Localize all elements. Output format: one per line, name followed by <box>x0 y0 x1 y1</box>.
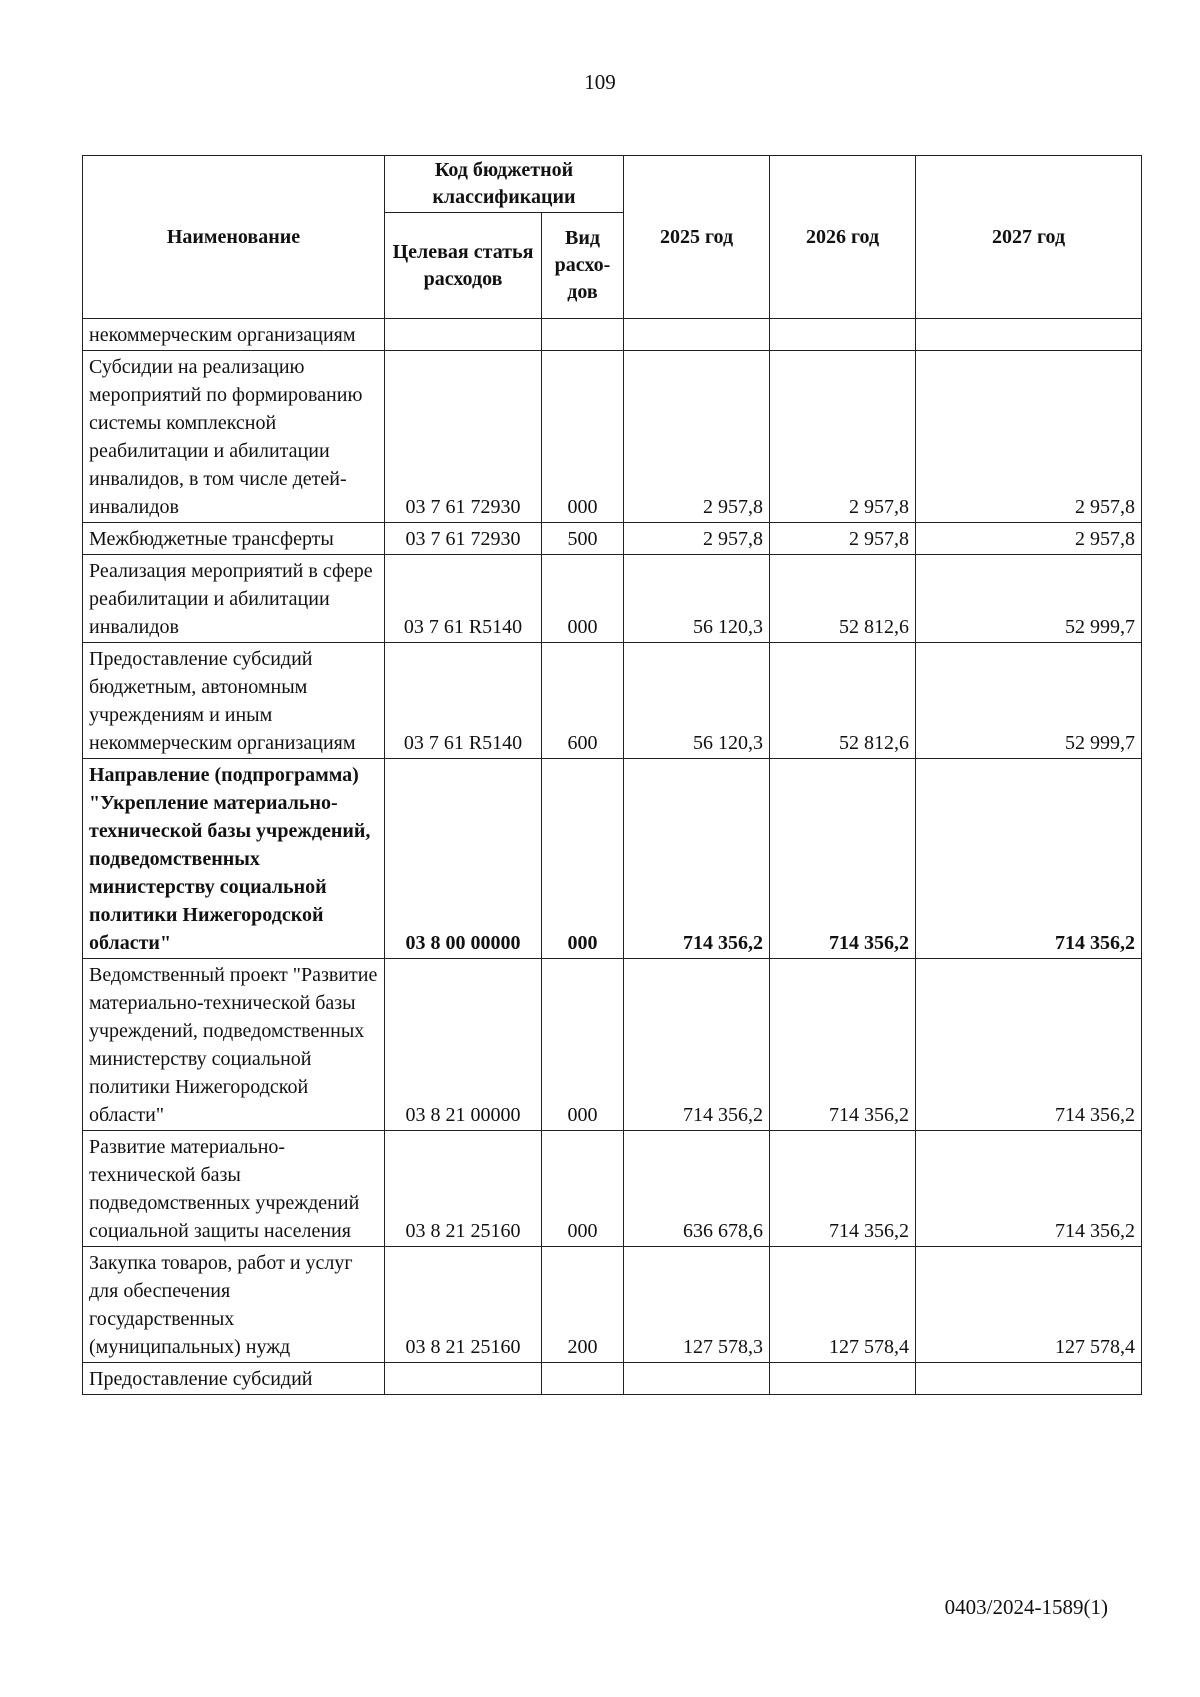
row-value-2026: 52 812,6 <box>770 555 916 643</box>
row-value-2025 <box>624 1363 770 1395</box>
row-value-2027: 714 356,2 <box>916 1131 1142 1247</box>
row-name: Направление (подпрограмма) "Укрепление материально-технической базы учреждений, подведомственных министерству социальной политики Нижегородской области" <box>83 759 385 959</box>
row-value-2025: 714 356,2 <box>624 959 770 1131</box>
row-expense-kind: 000 <box>542 759 624 959</box>
row-value-2027: 714 356,2 <box>916 759 1142 959</box>
row-name: Предоставление субсидий <box>83 1363 385 1395</box>
row-value-2026: 127 578,4 <box>770 1247 916 1363</box>
row-value-2025: 56 120,3 <box>624 555 770 643</box>
row-name: Закупка товаров, работ и услуг для обеспечения государственных (муниципальных) нужд <box>83 1247 385 1363</box>
row-value-2026: 714 356,2 <box>770 959 916 1131</box>
row-expense-kind: 200 <box>542 1247 624 1363</box>
row-value-2026: 714 356,2 <box>770 1131 916 1247</box>
row-target-article <box>385 1363 542 1395</box>
row-target-article: 03 7 61 72930 <box>385 351 542 523</box>
table-row <box>83 1131 1142 1247</box>
row-expense-kind: 600 <box>542 643 624 759</box>
row-value-2025: 56 120,3 <box>624 643 770 759</box>
row-expense-kind <box>542 319 624 351</box>
header-name: Наименование <box>83 156 385 319</box>
row-value-2025: 2 957,8 <box>624 523 770 555</box>
row-value-2025: 636 678,6 <box>624 1131 770 1247</box>
row-name: Субсидии на реализацию мероприятий по формированию системы комплексной реабилитации и абилитации инвалидов, в том числе детей-инвалидов <box>83 351 385 523</box>
row-name: Межбюджетные трансферты <box>83 523 385 555</box>
row-target-article: 03 7 61 72930 <box>385 523 542 555</box>
row-value-2027: 52 999,7 <box>916 555 1142 643</box>
row-value-2027: 2 957,8 <box>916 351 1142 523</box>
row-name: Развитие материально-технической базы подведомственных учреждений социальной защиты населения <box>83 1131 385 1247</box>
row-target-article: 03 7 61 R5140 <box>385 643 542 759</box>
row-value-2027 <box>916 319 1142 351</box>
table-row <box>83 643 1142 759</box>
budget-table <box>82 155 1142 1395</box>
row-name: Ведомственный проект "Развитие материально-технической базы учреждений, подведомственных министерству социальной политики Нижегородской области" <box>83 959 385 1131</box>
document-code: 0403/2024-1589(1) <box>944 1595 1108 1619</box>
row-expense-kind: 500 <box>542 523 624 555</box>
header-code-group: Код бюджетной классификации <box>385 156 624 213</box>
row-value-2026 <box>770 319 916 351</box>
row-expense-kind: 000 <box>542 351 624 523</box>
row-target-article: 03 8 21 25160 <box>385 1131 542 1247</box>
row-name: некоммерческим организациям <box>83 319 385 351</box>
row-name: Предоставление субсидий бюджетным, автономным учреждениям и иным некоммерческим организациям <box>83 643 385 759</box>
row-value-2026 <box>770 1363 916 1395</box>
table-row <box>83 1363 1142 1395</box>
row-expense-kind <box>542 1363 624 1395</box>
row-value-2025: 2 957,8 <box>624 351 770 523</box>
table-row <box>83 351 1142 523</box>
row-value-2026: 52 812,6 <box>770 643 916 759</box>
row-value-2027: 2 957,8 <box>916 523 1142 555</box>
header-target-article: Целевая статья расходов <box>385 213 542 319</box>
row-target-article: 03 8 21 25160 <box>385 1247 542 1363</box>
row-value-2026: 714 356,2 <box>770 759 916 959</box>
row-value-2027: 52 999,7 <box>916 643 1142 759</box>
table-row-subprogram <box>83 759 1142 959</box>
row-value-2027: 714 356,2 <box>916 959 1142 1131</box>
row-name: Реализация мероприятий в сфере реабилитации и абилитации инвалидов <box>83 555 385 643</box>
row-value-2026: 2 957,8 <box>770 523 916 555</box>
row-expense-kind: 000 <box>542 959 624 1131</box>
row-value-2027 <box>916 1363 1142 1395</box>
row-value-2026: 2 957,8 <box>770 351 916 523</box>
row-expense-kind: 000 <box>542 555 624 643</box>
row-target-article: 03 7 61 R5140 <box>385 555 542 643</box>
header-2027: 2027 год <box>916 156 1142 319</box>
header-2026: 2026 год <box>770 156 916 319</box>
table-row <box>83 555 1142 643</box>
row-value-2025 <box>624 319 770 351</box>
row-value-2027: 127 578,4 <box>916 1247 1142 1363</box>
row-target-article: 03 8 21 00000 <box>385 959 542 1131</box>
row-expense-kind: 000 <box>542 1131 624 1247</box>
header-2025: 2025 год <box>624 156 770 319</box>
table-row <box>83 319 1142 351</box>
row-value-2025: 714 356,2 <box>624 759 770 959</box>
table-row <box>83 523 1142 555</box>
page-number: 109 <box>584 70 616 94</box>
table-row <box>83 959 1142 1131</box>
header-expense-kind: Вид расхо-дов <box>542 213 624 319</box>
row-target-article: 03 8 00 00000 <box>385 759 542 959</box>
table-row <box>83 1247 1142 1363</box>
row-target-article <box>385 319 542 351</box>
row-value-2025: 127 578,3 <box>624 1247 770 1363</box>
